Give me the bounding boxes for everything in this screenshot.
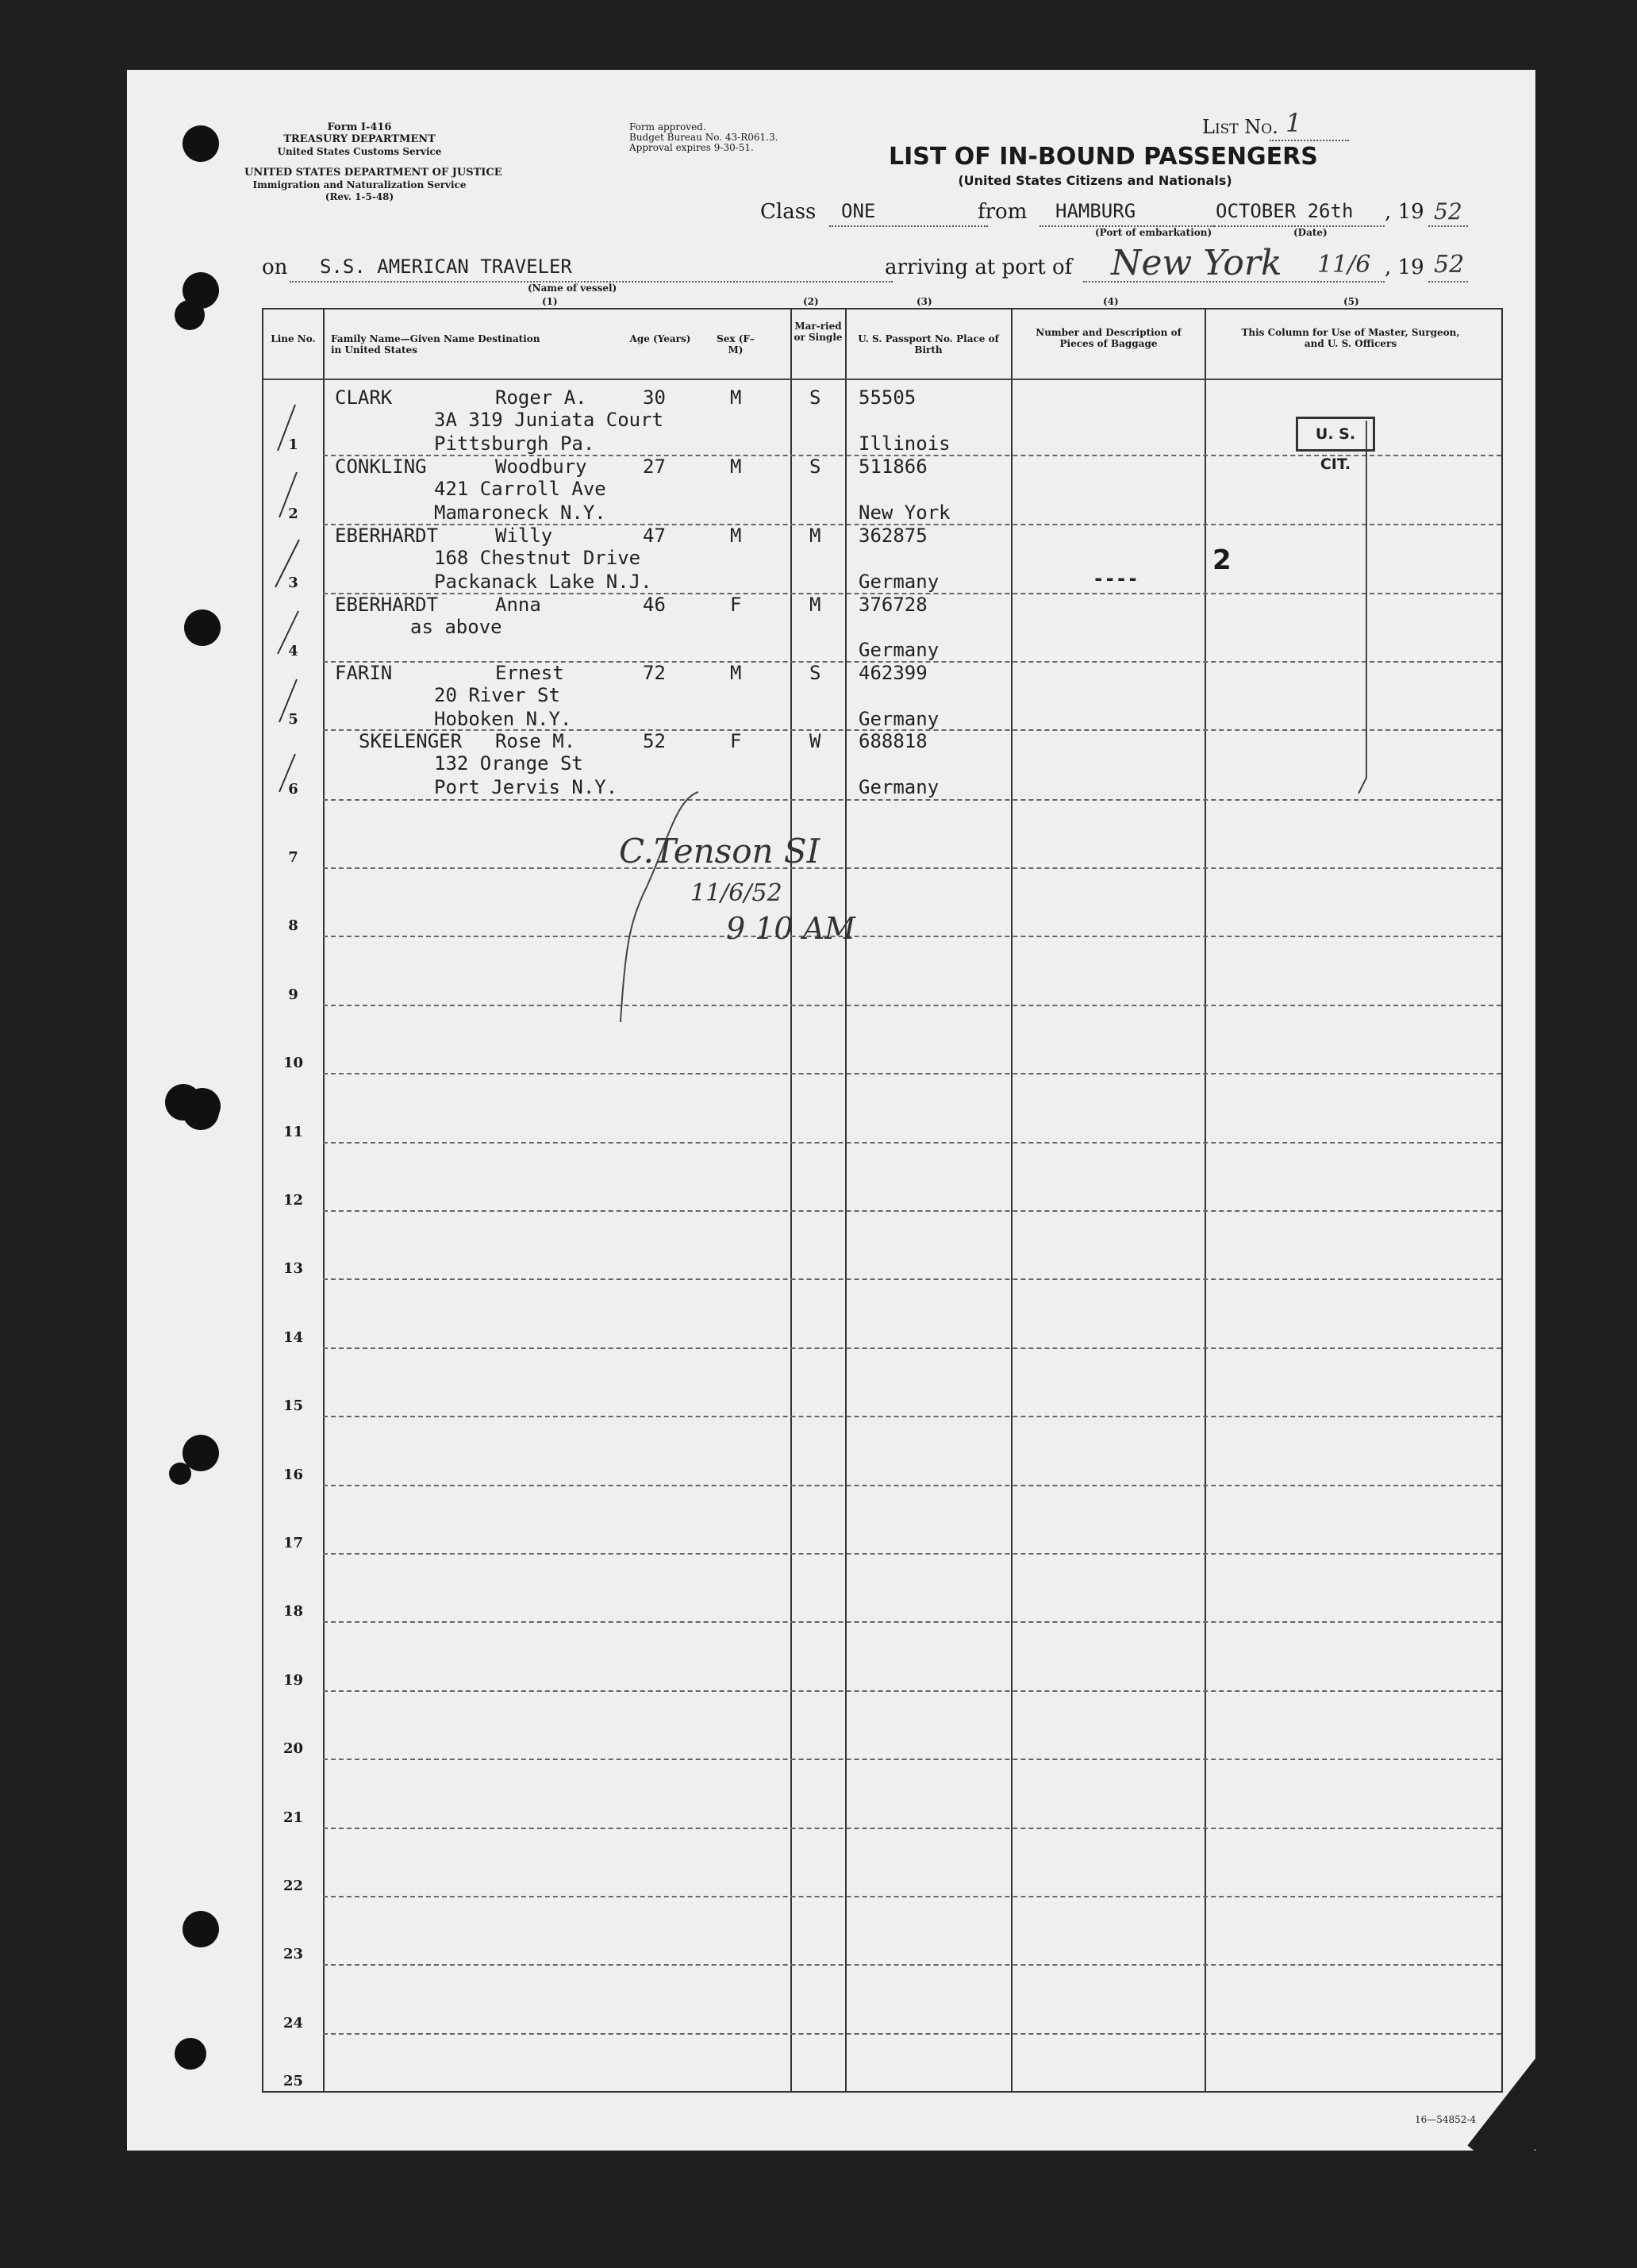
passenger-city: Mamaroneck N.Y. (434, 502, 606, 524)
class-underline (829, 225, 988, 227)
line-number: 13 (282, 1260, 304, 1277)
list-no-underline (1270, 140, 1349, 141)
passenger-given-name: Willy (495, 525, 553, 547)
year-prefix-1: , 19 (1385, 200, 1424, 224)
line-number: 14 (282, 1329, 304, 1346)
col-header-baggage: Number and Description of Pieces of Baggage (1036, 327, 1182, 349)
line-number: 22 (282, 1878, 304, 1894)
passenger-city: Port Jervis N.Y. (434, 776, 618, 798)
punch-hole (183, 1911, 219, 1947)
passenger-age: 52 (643, 730, 666, 752)
arrival-port: New York (1111, 243, 1282, 283)
row-line (323, 1759, 1501, 1760)
vessel-name: S.S. AMERICAN TRAVELER (320, 256, 572, 278)
passenger-married: M (809, 525, 821, 547)
list-no-label: List No. (1202, 116, 1278, 138)
bracket-line (1351, 421, 1382, 794)
col-header-sex: Sex (F–M) (717, 333, 755, 356)
passenger-married: M (809, 594, 821, 616)
punch-hole (184, 609, 221, 646)
line-number: 11 (282, 1124, 304, 1140)
passenger-birthplace: Germany (859, 708, 940, 730)
year-1-value: 52 (1434, 198, 1462, 225)
year-prefix-2: , 19 (1385, 256, 1424, 279)
passenger-passport: 511866 (859, 456, 928, 478)
passenger-birthplace: Germany (859, 776, 940, 798)
line-number: 23 (282, 1946, 304, 1962)
arrival-underline (1083, 281, 1385, 283)
col-header-officers: This Column for Use of Master, Surgeon, and U. S. Officers (1241, 327, 1460, 349)
passenger-married: S (809, 456, 821, 478)
footer-code: 16—54852-4 (1415, 2114, 1477, 2125)
list-no-value: 1 (1285, 108, 1302, 138)
passenger-passport: 376728 (859, 594, 928, 616)
passenger-sex: M (730, 386, 742, 409)
passenger-sex: F (730, 730, 742, 752)
class-value: ONE (841, 200, 876, 222)
revision: (Rev. 1-5-48) (325, 191, 394, 202)
approval-line-1: Form approved. (629, 121, 706, 133)
row-line (323, 1073, 1501, 1074)
row-line (323, 1347, 1501, 1349)
approval-line-3: Approval expires 9-30-51. (629, 142, 754, 153)
col-header-line: Line No. (271, 333, 316, 344)
col-header-passport: U. S. Passport No. Place of Birth (858, 333, 999, 356)
customs-service: United States Customs Service (277, 146, 442, 157)
col-header-married: Mar-ried or Single (794, 321, 843, 343)
passenger-table (262, 308, 1503, 2093)
line-number: 20 (282, 1740, 304, 1757)
embark-port-caption: (Port of embarkation) (1095, 227, 1212, 238)
line-number: 25 (282, 2073, 304, 2089)
row-line (323, 1828, 1501, 1829)
justice-dept: UNITED STATES DEPARTMENT OF JUSTICE (244, 167, 502, 179)
passenger-family-name: FARIN (335, 662, 393, 684)
line-number: 19 (282, 1672, 304, 1689)
passenger-family-name: CONKLING (335, 456, 427, 478)
passenger-age: 47 (643, 525, 666, 547)
row-line (323, 936, 1501, 937)
col-divider (790, 309, 792, 2091)
passenger-given-name: Roger A. (495, 386, 587, 409)
passenger-family-name: EBERHARDT (335, 594, 439, 616)
form-number: Form I-416 (327, 121, 392, 133)
passenger-sex: M (730, 662, 742, 684)
arrival-date: 11/6 (1317, 251, 1371, 279)
row-line (323, 2033, 1501, 2035)
line-number: 24 (282, 2015, 304, 2032)
passenger-family-name: EBERHARDT (335, 525, 439, 547)
passenger-sex: F (730, 594, 742, 616)
row-line (323, 867, 1501, 869)
year-2-underline (1428, 281, 1468, 283)
vessel-caption: (Name of vessel) (528, 283, 617, 294)
col-number-3: (3) (916, 296, 932, 307)
passenger-address: 3A 319 Juniata Court (434, 409, 663, 431)
passenger-passport: 55505 (859, 386, 916, 409)
line-number: 21 (282, 1809, 304, 1826)
col-number-1: (1) (542, 296, 558, 307)
passenger-birthplace: Germany (859, 571, 940, 593)
col-divider (1205, 309, 1206, 2091)
line-number: 6 (288, 781, 298, 798)
on-label: on (262, 256, 288, 279)
passenger-married: W (809, 730, 821, 752)
col-divider (845, 309, 847, 2091)
line-number: 1 (288, 436, 298, 453)
line-number: 16 (282, 1467, 304, 1483)
col-number-5: (5) (1343, 296, 1359, 307)
row-line (323, 1896, 1501, 1897)
passenger-address: 421 Carroll Ave (434, 478, 606, 500)
year-1-underline (1428, 225, 1468, 227)
passenger-passport: 362875 (859, 525, 928, 547)
passenger-family-name: SKELENGER (359, 730, 463, 752)
row-line (323, 1690, 1501, 1692)
passenger-passport: 462399 (859, 662, 928, 684)
line-number: 4 (288, 643, 298, 659)
signature-date: 11/6/52 (690, 879, 782, 907)
year-2-value: 52 (1434, 251, 1465, 279)
line-number: 12 (282, 1192, 304, 1209)
col-divider (1011, 309, 1013, 2091)
ins-service: Immigration and Naturalization Service (252, 179, 467, 190)
date-caption: (Date) (1293, 227, 1328, 238)
arriving-label: arriving at port of (885, 256, 1073, 279)
document-page (127, 70, 1535, 2151)
row-line (323, 799, 1501, 801)
line-number: 15 (282, 1397, 304, 1414)
passenger-age: 72 (643, 662, 666, 684)
page-subtitle: (United States Citizens and Nationals) (958, 173, 1232, 188)
embark-port-value: HAMBURG (1055, 200, 1136, 222)
treasury-dept: TREASURY DEPARTMENT (283, 133, 436, 145)
line-number: 10 (282, 1055, 304, 1071)
citizenship-stamp: U. S. CIT. (1296, 417, 1375, 452)
passenger-city: Hoboken N.Y. (434, 708, 572, 730)
line-number: 8 (288, 917, 298, 934)
depart-date-value: OCTOBER 26th (1216, 200, 1354, 222)
row-line (323, 1278, 1501, 1280)
passenger-age: 46 (643, 594, 666, 616)
line-number: 3 (288, 575, 298, 591)
row-line (323, 1964, 1501, 1966)
col-number-2: (2) (803, 296, 819, 307)
passenger-married: S (809, 662, 821, 684)
check-marks (263, 309, 327, 801)
line-number: 17 (282, 1535, 304, 1551)
class-label: Class (760, 200, 817, 224)
passenger-sex: M (730, 525, 742, 547)
punch-hole (169, 1463, 191, 1485)
header-divider (263, 379, 1501, 380)
signature-time: 9 10 AM (726, 911, 856, 946)
passenger-given-name: Ernest (495, 662, 564, 684)
passenger-city: Packanack Lake N.J. (434, 571, 652, 593)
row-line (323, 1553, 1501, 1555)
passenger-given-name: Woodbury (495, 456, 587, 478)
passenger-address: 132 Orange St (434, 752, 583, 775)
row-line (323, 1621, 1501, 1623)
row-line (323, 1005, 1501, 1006)
passenger-birthplace: Illinois (859, 432, 951, 455)
col-header-name: Family Name—Given Name Destination in United States (331, 333, 540, 356)
passenger-given-name: Rose M. (495, 730, 576, 752)
passenger-address: 20 River St (434, 684, 560, 706)
punch-hole (183, 125, 219, 162)
passenger-family-name: CLARK (335, 386, 393, 409)
passenger-age: 30 (643, 386, 666, 409)
punch-hole (175, 2038, 206, 2070)
from-label: from (978, 200, 1028, 224)
signature-name: C.Tenson SI (619, 832, 820, 871)
passenger-age: 27 (643, 456, 666, 478)
passenger-sex: M (730, 456, 742, 478)
row-line (323, 1142, 1501, 1144)
passenger-birthplace: Germany (859, 639, 940, 661)
row-line (323, 1485, 1501, 1486)
passenger-address: 168 Chestnut Drive (434, 547, 641, 569)
signature-bracket (611, 784, 706, 1038)
line-number: 18 (282, 1603, 304, 1620)
line-number: 2 (288, 505, 298, 522)
line-number: 5 (288, 711, 298, 728)
punch-hole (175, 300, 205, 330)
line-number: 9 (288, 986, 298, 1003)
row-line (323, 1416, 1501, 1417)
passenger-married: S (809, 386, 821, 409)
punch-hole (165, 1084, 202, 1121)
baggage-dash: ---- (1093, 567, 1139, 590)
baggage-count: 2 (1212, 544, 1232, 576)
col-header-age: Age (Years) (629, 333, 691, 344)
col-number-4: (4) (1103, 296, 1119, 307)
page-title: LIST OF IN-BOUND PASSENGERS (889, 143, 1318, 171)
passenger-birthplace: New York (859, 502, 951, 524)
line-number: 7 (288, 849, 298, 866)
passenger-given-name: Anna (495, 594, 541, 616)
approval-line-2: Budget Bureau No. 43-R061.3. (629, 132, 778, 143)
passenger-city: Pittsburgh Pa. (434, 432, 595, 455)
passenger-address: as above (410, 616, 502, 638)
passenger-passport: 688818 (859, 730, 928, 752)
row-line (323, 1210, 1501, 1212)
